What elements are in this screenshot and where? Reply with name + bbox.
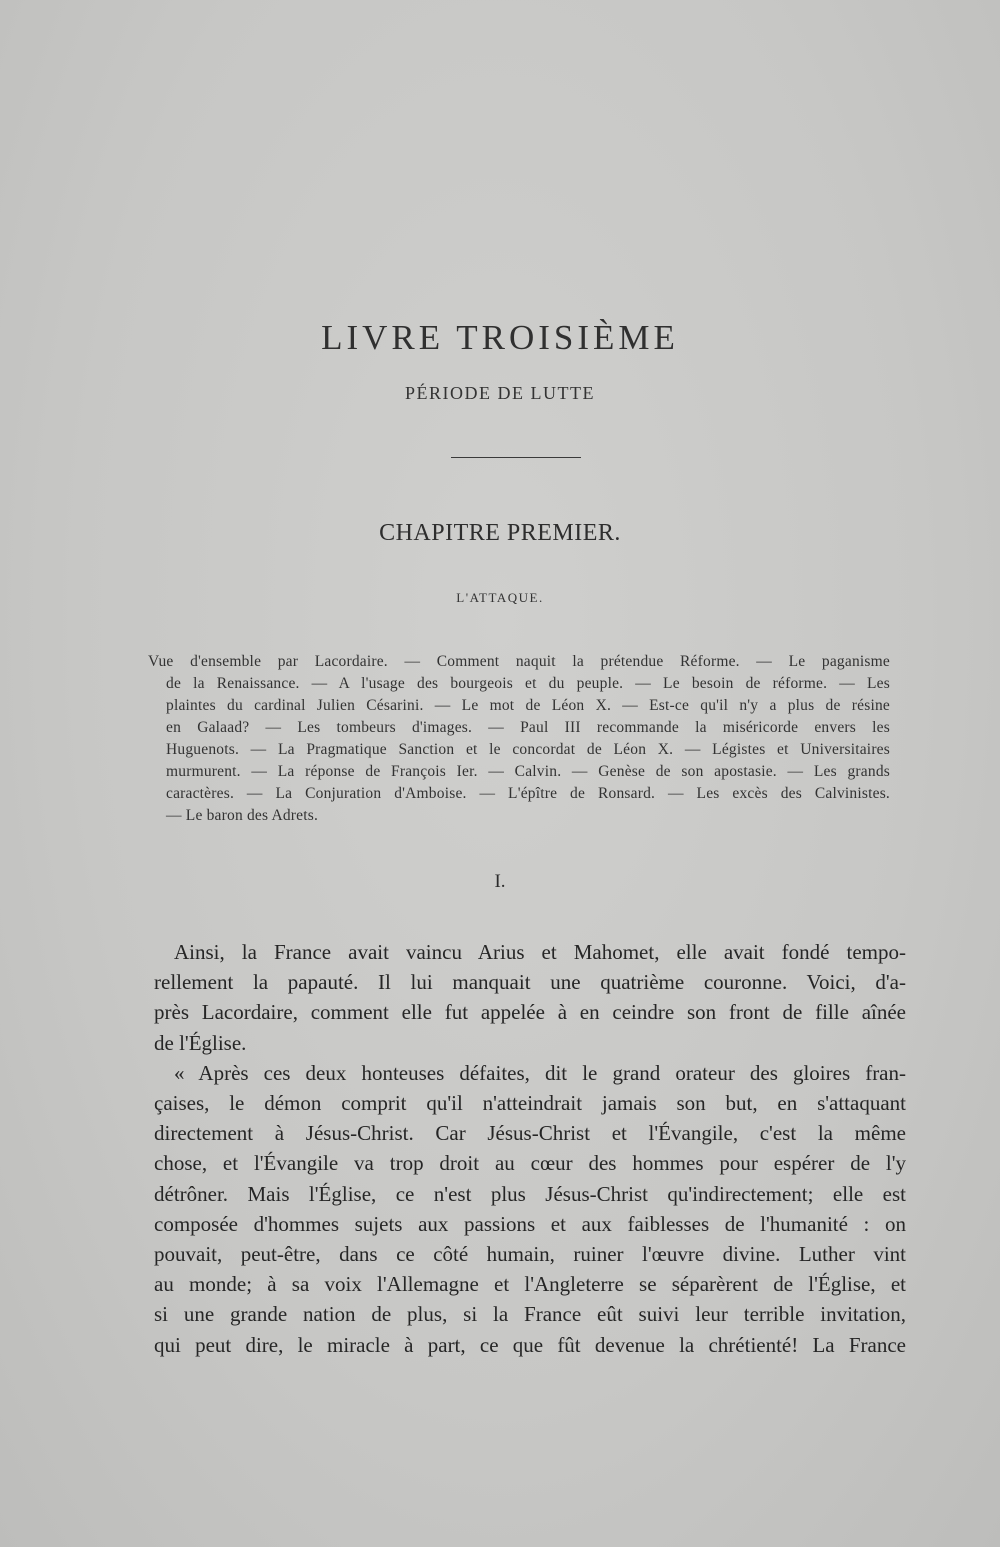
chapter-summary [148,651,890,827]
summary-line: murmurent. — La réponse de François Ier. — Calvin. — Genèse de son apostasie. — Les grands [166,763,890,780]
separator-rule [451,457,581,458]
summary-line: caractères. — La Conjuration d'Amboise. — L'épître de Ronsard. — Les excès des Calvinistes. [166,785,890,802]
book-title: LIVRE TROISIÈME [321,318,679,357]
book-subtitle: PÉRIODE DE LUTTE [405,383,595,403]
body-line: près Lacordaire, comment elle fut appelée à en ceindre son front de fille aînée [154,1000,906,1025]
body-line: qui peut dire, le miracle à part, ce que fût devenue la chrétienté! La France [154,1332,906,1357]
summary-line: de la Renaissance. — A l'usage des bourgeois et du peuple. — Le besoin de réforme. — Les [166,675,890,692]
section-number: I. [494,871,506,892]
body-line: si une grande nation de plus, si la France eût suivi leur terrible invitation, [154,1302,906,1327]
body-line: « Après ces deux honteuses défaites, dit le grand orateur des gloires fran- [174,1060,906,1085]
body-line: chose, et l'Évangile va trop droit au cœur des hommes pour espérer de l'y [154,1151,906,1176]
body-line: rellement la papauté. Il lui manquait une quatrième couronne. Voici, d'a- [154,970,906,995]
chapter-title: CHAPITRE PREMIER. [379,520,621,546]
summary-line: — Le baron des Adrets. [166,807,319,824]
body-text [154,937,906,1360]
body-line: au monde; à sa voix l'Allemagne et l'Angleterre se séparèrent de l'Église, et [154,1272,906,1297]
chapter-subtitle: L'ATTAQUE. [456,590,544,605]
body-line: détrôner. Mais l'Église, ce n'est plus Jésus-Christ qu'indirectement; elle est [154,1181,906,1206]
body-line: directement à Jésus-Christ. Car Jésus-Christ et l'Évangile, c'est la même [154,1121,906,1146]
body-line: composée d'hommes sujets aux passions et aux faiblesses de l'humanité : on [154,1211,906,1236]
summary-line: Huguenots. — La Pragmatique Sanction et le concordat de Léon X. — Légistes et Universitaires [166,741,890,758]
body-line: de l'Église. [154,1030,247,1055]
body-line: pouvait, peut-être, dans ce côté humain, ruiner l'œuvre divine. Luther vint [154,1242,906,1267]
summary-line: en Galaad? — Les tombeurs d'images. — Paul III recommande la miséricorde envers les [166,719,890,736]
summary-line: plaintes du cardinal Julien Césarini. — Le mot de Léon X. — Est-ce qu'il n'y a plus de résine [166,697,890,714]
body-line: çaises, le démon comprit qu'il n'atteindrait jamais son but, en s'attaquant [154,1091,906,1116]
body-line: Ainsi, la France avait vaincu Arius et Mahomet, elle avait fondé tempo- [174,940,906,964]
summary-line: Vue d'ensemble par Lacordaire. — Comment naquit la prétendue Réforme. — Le paganisme [148,653,890,670]
